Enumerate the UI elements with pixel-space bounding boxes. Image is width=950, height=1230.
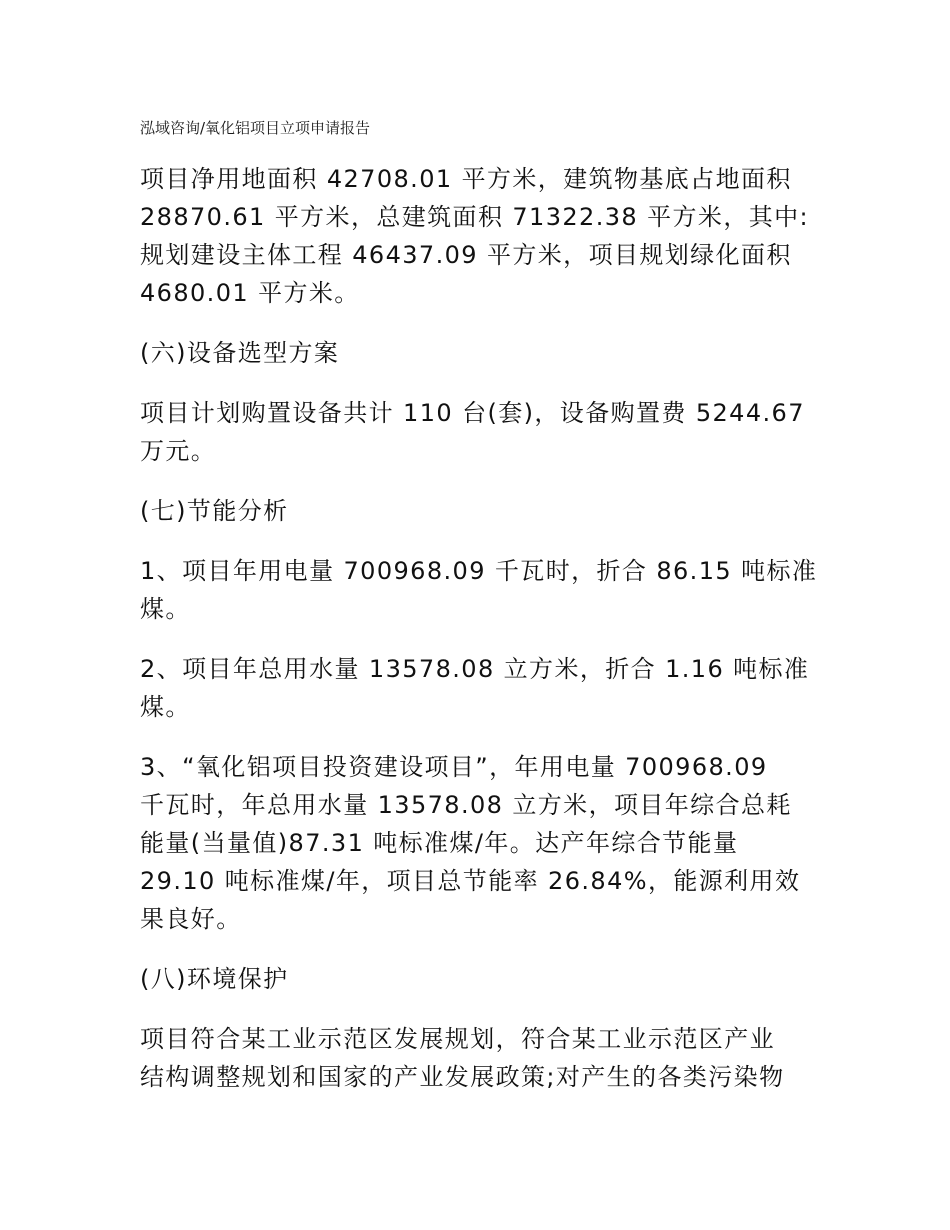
text-line: 规划建设主体工程 46437.09 平方米，项目规划绿化面积 bbox=[140, 241, 792, 269]
paragraph-land-area bbox=[140, 160, 815, 312]
text-line: 万元。 bbox=[140, 437, 217, 465]
heading-text: (七)节能分析 bbox=[140, 497, 289, 525]
paragraph-energy-summary bbox=[140, 748, 815, 938]
text-line: 1、项目年用电量 700968.09 千瓦时，折合 86.15 吨标准 bbox=[140, 557, 818, 585]
text-line: 3、“氧化铝项目投资建设项目”，年用电量 700968.09 bbox=[140, 753, 768, 781]
text-line: 2、项目年总用水量 13578.08 立方米，折合 1.16 吨标准 bbox=[140, 655, 810, 683]
text-line: 煤。 bbox=[140, 595, 191, 623]
text-line: 千瓦时，年总用水量 13578.08 立方米，项目年综合总耗 bbox=[140, 791, 792, 819]
section-heading-energy bbox=[140, 492, 815, 530]
text-line: 果良好。 bbox=[140, 905, 242, 933]
text-line: 项目计划购置设备共计 110 台(套)，设备购置费 5244.67 bbox=[140, 399, 805, 427]
document-body bbox=[140, 160, 818, 1118]
paragraph-electricity bbox=[140, 552, 818, 628]
text-line: 项目净用地面积 42708.01 平方米，建筑物基底占地面积 bbox=[140, 165, 792, 193]
text-line: 结构调整规划和国家的产业发展政策;对产生的各类污染物 bbox=[140, 1063, 785, 1091]
paragraph-water bbox=[140, 650, 815, 726]
heading-text: (六)设备选型方案 bbox=[140, 339, 340, 367]
paragraph-equipment bbox=[140, 394, 815, 470]
section-heading-environment bbox=[140, 960, 815, 998]
paragraph-environment bbox=[140, 1020, 815, 1096]
section-heading-equipment bbox=[140, 334, 815, 372]
text-line: 能量(当量值)87.31 吨标准煤/年。达产年综合节能量 bbox=[140, 829, 739, 857]
text-line: 项目符合某工业示范区发展规划，符合某工业示范区产业 bbox=[140, 1025, 775, 1053]
heading-text: (八)环境保护 bbox=[140, 965, 289, 993]
text-line: 煤。 bbox=[140, 693, 191, 721]
text-line: 28870.61 平方米，总建筑面积 71322.38 平方米，其中: bbox=[140, 203, 810, 231]
text-line: 4680.01 平方米。 bbox=[140, 279, 360, 307]
page-header: 泓域咨询/氧化铝项目立项申请报告 bbox=[140, 119, 371, 137]
text-line: 29.10 吨标准煤/年，项目总节能率 26.84%，能源利用效 bbox=[140, 867, 801, 895]
